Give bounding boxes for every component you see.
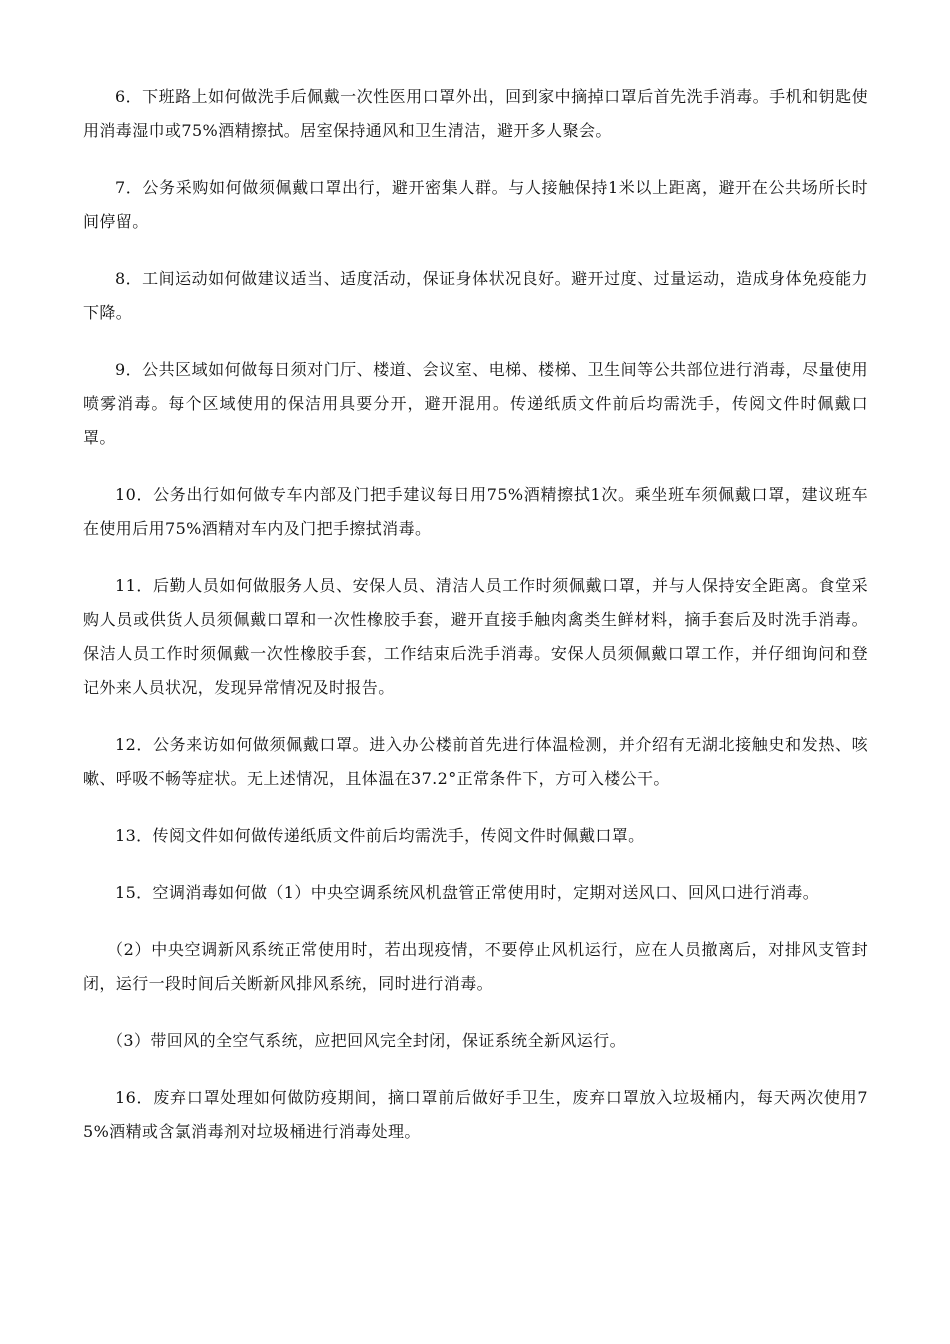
paragraph-6-commute-home: 6．下班路上如何做洗手后佩戴一次性医用口罩外出，回到家中摘掉口罩后首先洗手消毒。手机和钥匙使用消毒湿巾或75%酒精擦拭。居室保持通风和卫生清洁，避开多人聚会。	[83, 87, 868, 140]
paragraph-13-documents: 13．传阅文件如何做传递纸质文件前后均需洗手，传阅文件时佩戴口罩。	[115, 826, 645, 845]
paragraph-8-exercise: 8．工间运动如何做建议适当、适度活动，保证身体状况良好。避开过度、过量运动，造成身体免疫能力下降。	[83, 269, 868, 322]
paragraph-10-business-travel: 10．公务出行如何做专车内部及门把手建议每日用75%酒精擦拭1次。乘坐班车须佩戴口罩，建议班车在使用后用75%酒精对车内及门把手擦拭消毒。	[83, 485, 868, 538]
paragraph-15-sub-3: （3）带回风的全空气系统，应把回风完全封闭，保证系统全新风运行。	[107, 1031, 626, 1050]
paragraph-12-visitors: 12．公务来访如何做须佩戴口罩。进入办公楼前首先进行体温检测，并介绍有无湖北接触史和发热、咳嗽、呼吸不畅等症状。无上述情况，且体温在37.2°正常条件下，方可入楼公干。	[83, 735, 868, 788]
document-page	[83, 80, 868, 1172]
paragraph-9-public-areas: 9．公共区域如何做每日须对门厅、楼道、会议室、电梯、楼梯、卫生间等公共部位进行消毒，尽量使用喷雾消毒。每个区域使用的保洁用具要分开，避开混用。传递纸质文件前后均需洗手，传阅文件时佩戴口罩。	[83, 360, 868, 447]
paragraph-15-sub-2: （2）中央空调新风系统正常使用时，若出现疫情，不要停止风机运行，应在人员撤离后，对排风支管封闭，运行一段时间后关断新风排风系统，同时进行消毒。	[83, 940, 868, 993]
paragraph-11-logistics-staff: 11．后勤人员如何做服务人员、安保人员、清洁人员工作时须佩戴口罩，并与人保持安全距离。食堂采购人员或供货人员须佩戴口罩和一次性橡胶手套，避开直接手触肉禽类生鲜材料，摘手套后及时洗手消毒。保洁人员工作时须佩戴一次性橡胶手套，工作结束后洗手消毒。安保人员须佩戴口罩工作，并仔细询问和登记外来人员状况，发现异常情况及时报告。	[83, 576, 868, 697]
paragraph-7-procurement: 7．公务采购如何做须佩戴口罩出行，避开密集人群。与人接触保持1米以上距离，避开在公共场所长时间停留。	[83, 178, 868, 231]
paragraph-16-mask-disposal: 16．废弃口罩处理如何做防疫期间，摘口罩前后做好手卫生，废弃口罩放入垃圾桶内，每天两次使用75%酒精或含氯消毒剂对垃圾桶进行消毒处理。	[83, 1088, 868, 1141]
paragraph-15-air-conditioning: 15．空调消毒如何做（1）中央空调系统风机盘管正常使用时，定期对送风口、回风口进行消毒。	[115, 883, 820, 902]
